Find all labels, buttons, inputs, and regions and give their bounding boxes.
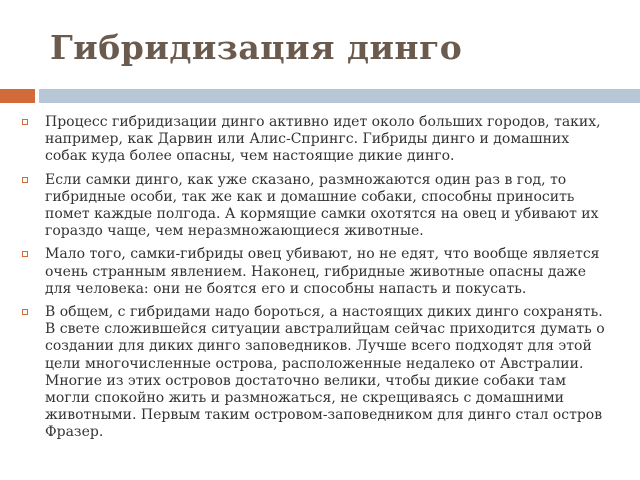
- slide-title: Гибридизация динго: [50, 28, 463, 67]
- bullet-text-3: Мало того, самки-гибриды овец убивают, но не едят, что вообще является очень странным явлением. Наконец, гибридные животные опасны даже для человека: они не боятся его и способны напасть и покусать.: [45, 246, 600, 297]
- bullet-text-4: В общем, с гибридами надо бороться, а настоящих диких динго сохранять. В свете сложившейся ситуации австралийцам сейчас приходится думать о создании для диких динго заповедников. Лучше всего подходят для этой цели многочисленные острова, расположенные недалеко от Австралии. Многие из этих островов достаточно велики, чтобы дикие собаки там могли спокойно жить и размножаться, не скрещиваясь с домашними животными. Первым таким островом-заповедником для динго стал остров Фразер.: [45, 304, 605, 441]
- square-bullet-icon: [22, 177, 28, 183]
- bullet-item-4: [22, 304, 614, 442]
- bullet-list: [22, 114, 614, 448]
- square-bullet-icon: [22, 251, 28, 257]
- bullet-item-3: [22, 246, 614, 298]
- bullet-item-1: [22, 114, 614, 166]
- bullet-text-1: Процесс гибридизации динго активно идет около больших городов, таких, например, как Дарвин или Алис-Спрингс. Гибриды динго и домашних собак куда более опасны, чем настоящие дикие динго.: [45, 114, 601, 165]
- square-bullet-icon: [22, 119, 28, 125]
- title-accent-bar: [0, 89, 35, 103]
- title-rule-bar: [39, 89, 640, 103]
- bullet-item-2: [22, 172, 614, 241]
- square-bullet-icon: [22, 309, 28, 315]
- bullet-text-2: Если самки динго, как уже сказано, размножаются один раз в год, то гибридные особи, так же как и домашние собаки, способны приносить помет каждые полгода. А кормящие самки охотятся на овец и убивают их гораздо чаще, чем неразмножающиеся животные.: [45, 171, 599, 240]
